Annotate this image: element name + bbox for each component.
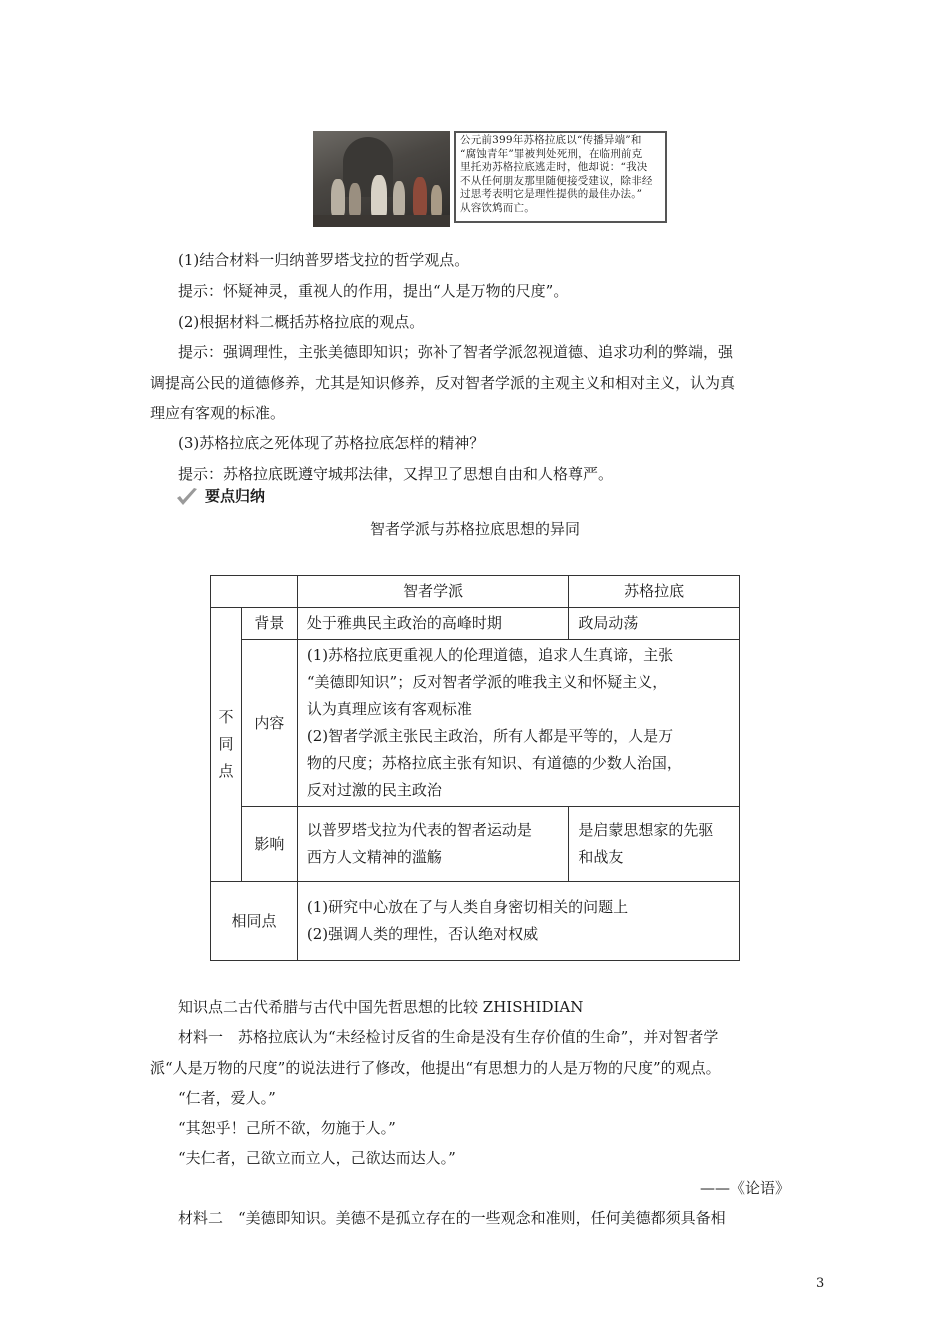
cell-background-socrates: 政局动荡: [569, 608, 740, 640]
answer-2-line-3: 理应有客观的标准。: [150, 404, 286, 422]
differences-label: 不 同 点: [211, 608, 242, 882]
caption-line: 里托劝苏格拉底逃走时，他却说：“我决: [460, 161, 648, 174]
question-2: (2)根据材料二概括苏格拉底的观点。: [178, 313, 425, 331]
quote-2: “其恕乎！己所不欲，勿施于人。”: [178, 1119, 396, 1137]
answer-3: 提示：苏格拉底既遵守城邦法律，又捍卫了思想自由和人格尊严。: [178, 465, 614, 483]
question-3: (3)苏格拉底之死体现了苏格拉底怎样的精神？: [178, 434, 485, 452]
cell-background-sophists: 处于雅典民主政治的高峰时期: [297, 608, 568, 640]
quote-3: “夫仁者，己欲立而立人，己欲达而达人。”: [178, 1149, 456, 1167]
header-empty-cell: [211, 576, 298, 608]
material-2-line-1: 材料二 “美德即知识。美德不是孤立存在的一些观念和准则，任何美德都须具备相: [178, 1209, 726, 1227]
figure-caption: [454, 131, 667, 223]
caption-line: 不从任何朋友那里随便接受建议，除非经: [460, 174, 653, 187]
table-row: [211, 807, 740, 882]
cell-same: (1)研究中心放在了与人类自身密切相关的问题上 (2)强调人类的理性，否认绝对权威: [297, 882, 739, 961]
cell-content: (1)苏格拉底更重视人的伦理道德，追求人生真谛，主张 “美德即知识”；反对智者学派的唯我主义和怀疑主义， 认为真理应该有客观标准 (2)智者学派主张民主政治，所有人都是平等的，人是万 物的尺度；苏格拉底主张有知识、有道德的少数人治国， 反对过激的民主政治: [297, 640, 739, 807]
figure: [313, 131, 671, 227]
answer-2-line-2: 调提高公民的道德修养，尤其是知识修养，反对智者学派的主观主义和相对主义，认为真: [150, 374, 736, 392]
answer-1: 提示：怀疑神灵，重视人的作用，提出“人是万物的尺度”。: [178, 282, 569, 300]
header-socrates: 苏格拉底: [569, 576, 740, 608]
cell-influence-socrates: 是启蒙思想家的先驱 和战友: [569, 807, 740, 882]
caption-line: 公元前399年苏格拉底以“传播异端”和: [460, 134, 642, 146]
table-row: [211, 608, 740, 640]
caption-line: 从容饮鸩而亡。: [460, 201, 535, 214]
answer-2-line-1: 提示：强调理性，主张美德即知识；弥补了智者学派忽视道德、追求功利的弊端，强: [178, 343, 734, 361]
material-1-line-1: 材料一 苏格拉底认为“未经检讨反省的生命是没有生存价值的生命”，并对智者学: [178, 1028, 719, 1046]
quote-1: “仁者，爱人。”: [178, 1089, 276, 1107]
table-title: 智者学派与苏格拉底思想的异同: [369, 520, 580, 538]
row-label-background: 背景: [241, 608, 297, 640]
row-label-influence: 影响: [241, 807, 297, 882]
page-number: 3: [816, 1276, 825, 1291]
table-row: [211, 882, 740, 961]
comparison-table: [210, 575, 740, 961]
section-2-title: 知识点二古代希腊与古代中国先哲思想的比较 ZHISHIDIAN: [178, 998, 584, 1016]
table-header-row: [211, 576, 740, 608]
row-label-same: 相同点: [211, 882, 298, 961]
table-row: [211, 640, 740, 807]
section-heading: 要点归纳: [205, 487, 266, 505]
caption-line: 过思考表明它是理性提供的最佳办法。”: [460, 188, 643, 201]
quote-source: ——《论语》: [700, 1179, 791, 1197]
row-label-content: 内容: [241, 640, 297, 807]
caption-line: “腐蚀青年”罪被判处死刑，在临刑前克: [460, 147, 643, 160]
cell-influence-sophists: 以普罗塔戈拉为代表的智者运动是 西方人文精神的滥觞: [297, 807, 568, 882]
question-1: (1)结合材料一归纳普罗塔戈拉的哲学观点。: [178, 251, 470, 269]
check-mark-icon: [176, 487, 198, 507]
material-1-line-2: 派“人是万物的尺度”的说法进行了修改，他提出“有思想力的人是万物的尺度”的观点。: [150, 1059, 721, 1077]
header-sophists: 智者学派: [297, 576, 568, 608]
death-of-socrates-painting: [313, 131, 450, 227]
